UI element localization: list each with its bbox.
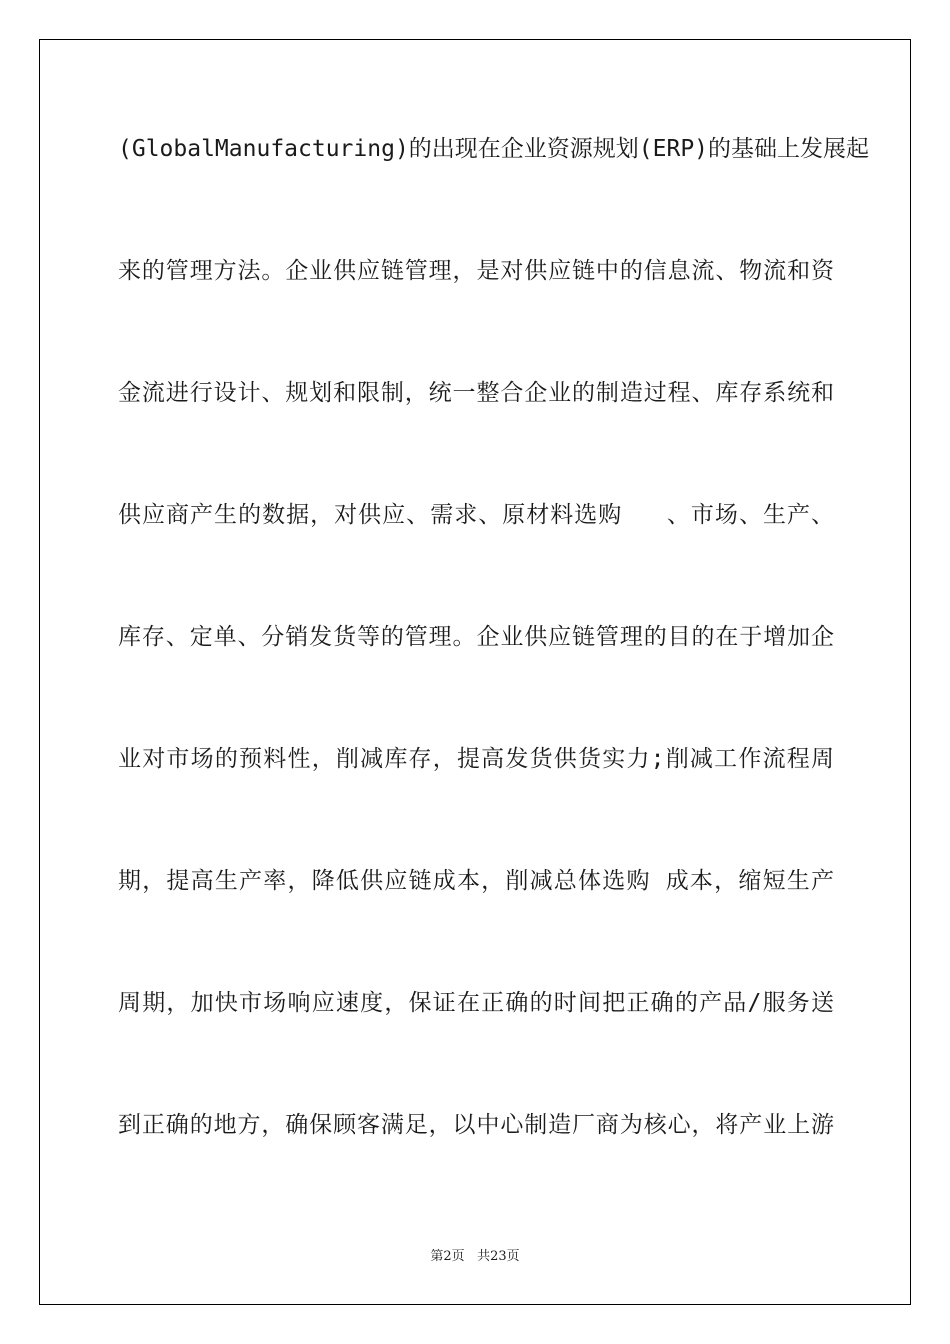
text-line: 到正确的地方，确保顾客满足，以中心制造厂商为核心，将产业上游 [118,1112,834,1138]
page-total: 共23页 [477,1249,520,1264]
page-number: 第2页 [430,1249,465,1264]
text-line: 业对市场的预料性，削减库存，提高发货供货实力;削减工作流程周 [118,746,834,772]
document-body [118,124,870,1222]
text-line: 期，提高生产率，降低供应链成本，削减总体选购 成本，缩短生产 [118,868,834,894]
text-line: 来的管理方法。企业供应链管理，是对供应链中的信息流、物流和资 [118,258,834,284]
page-footer [0,1245,950,1264]
text-line: 供应商产生的数据，对供应、需求、原材料选购 、市场、生产、 [118,502,834,528]
text-line: 金流进行设计、规划和限制，统一整合企业的制造过程、库存系统和 [118,380,834,406]
text-line: 库存、定单、分销发货等的管理。企业供应链管理的目的在于增加企 [118,624,834,650]
text-line: 周期，加快市场响应速度，保证在正确的时间把正确的产品/服务送 [118,990,834,1016]
text-line: (GlobalManufacturing)的出现在企业资源规划(ERP)的基础上发展起 [118,136,870,162]
